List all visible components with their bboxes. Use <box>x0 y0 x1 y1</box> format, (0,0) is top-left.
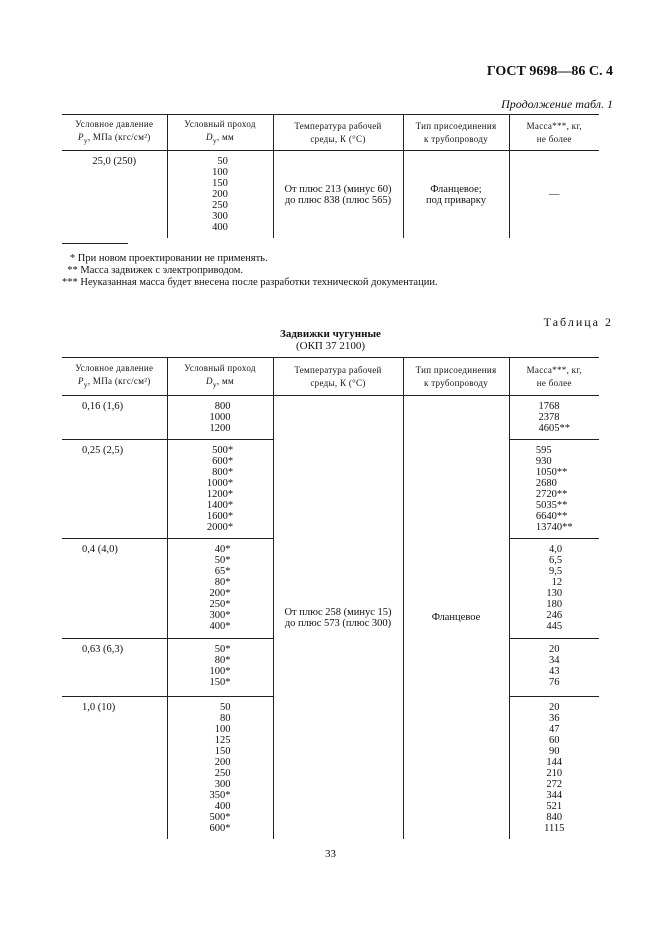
mass-cell: 1768 2378 4605** <box>509 396 599 440</box>
temperature-cell: От плюс 213 (минус 60) до плюс 838 (плюс 565) <box>273 151 403 239</box>
table-2-subtitle: (ОКП 37 2100) <box>295 340 366 352</box>
pressure-cell: 25,0 (250) <box>92 156 137 167</box>
table-row <box>62 151 599 239</box>
col-header-temperature: Температура рабочей среды, К (°С) <box>273 115 403 151</box>
temperature-cell: От плюс 258 (минус 15) до плюс 573 (плюс 300) <box>273 396 403 840</box>
footnote-3: *** Неуказанная масса будет внесена после разработки технической документации. <box>62 277 438 288</box>
document-code: ГОСТ 9698—86 С. 4 <box>486 64 613 79</box>
pressure-cell: 1,0 (10) <box>82 702 116 713</box>
passage-cell: 50* 80* 100* 150* <box>167 639 273 697</box>
col-header-mass: Масса***, кг, не более <box>509 358 599 396</box>
mass-cell: 20 36 47 60 90 144 210 272 344 521 840 1115 <box>509 697 599 840</box>
table-2-label: Таблица 2 <box>543 315 613 329</box>
mass-cell: — <box>509 151 599 239</box>
passage-cell: 500* 600* 800* 1000* 1200* 1400* 1600* 2000* <box>167 440 273 539</box>
pressure-cell: 0,16 (1,6) <box>82 401 124 412</box>
col-header-connection: Тип присоединения к трубопроводу <box>403 358 509 396</box>
col-header-passage: Условный проход $D_y$, мм <box>167 358 273 396</box>
pressure-cell: 0,25 (2,5) <box>82 445 124 456</box>
mass-cell: 20 34 43 76 <box>509 639 599 697</box>
pressure-cell: 0,4 (4,0) <box>82 544 118 555</box>
passage-cell: 50 100 150 200 250 300 400 <box>167 151 273 239</box>
col-header-pressure: Условное давление $P_y$, МПа (кгс/см²) <box>75 119 154 145</box>
footnote-2: ** Масса задвижек с электроприводом. <box>62 265 244 276</box>
pressure-cell: 0,63 (6,3) <box>82 644 124 655</box>
page-number: 33 <box>325 848 336 860</box>
table-continuation-note: Продолжение табл. 1 <box>501 97 613 111</box>
footnote-rule <box>62 243 128 244</box>
table-1 <box>62 114 599 238</box>
table-row <box>62 396 599 440</box>
col-header-mass: Масса***, кг, не более <box>509 115 599 151</box>
footnote-1: * При новом проектировании не применять. <box>62 253 268 264</box>
col-header-pressure: Условное давление $P_y$, МПа (кгс/см²) <box>75 363 154 389</box>
passage-cell: 800 1000 1200 <box>167 396 273 440</box>
mass-cell: 595 930 1050** 2680 2720** 5035** 6640** 13740** <box>509 440 599 539</box>
passage-cell: 40* 50* 65* 80* 200* 250* 300* 400* <box>167 539 273 639</box>
col-header-temperature: Температура рабочей среды, К (°С) <box>273 358 403 396</box>
col-header-passage: Условный проход $D_y$, мм <box>167 115 273 151</box>
connection-cell: Фланцевое <box>403 396 509 840</box>
mass-cell: 4,0 6,5 9,5 12 130 180 246 445 <box>509 539 599 639</box>
table-2 <box>62 357 599 839</box>
connection-cell: Фланцевое; под приварку <box>403 151 509 239</box>
table-2-title: Задвижки чугунные <box>280 328 381 340</box>
passage-cell: 50 80 100 125 150 200 250 300 350* 400 500* 600* <box>167 697 273 840</box>
col-header-connection: Тип присоединения к трубопроводу <box>403 115 509 151</box>
